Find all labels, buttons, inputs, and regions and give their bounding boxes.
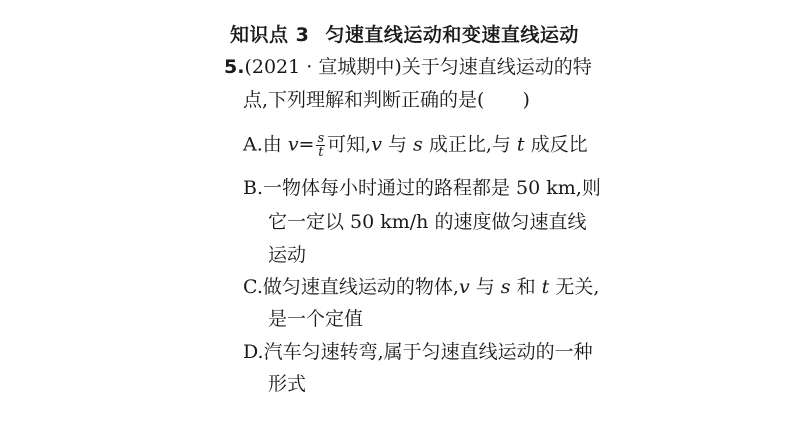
question-stem-line-2 (243, 88, 530, 112)
option-d: D.汽车匀速转弯,属于匀速直线运动的一种 (243, 341, 593, 363)
option-b-line-1: 一物体每小时通过的路程都是 50 km,则 (263, 177, 601, 199)
option-d-letter: D. (243, 341, 264, 363)
option-c-line-2: 是一个定值 (268, 308, 364, 330)
option-c-letter: C. (243, 276, 263, 298)
question-stem-text-1: 关于匀速直线运动的特 (401, 56, 592, 78)
option-b-line-2: 它一定以 50 km/h 的速度做匀速直线 (268, 211, 587, 233)
option-d-line-2: 形式 (268, 373, 307, 395)
question-source: (2021 · 宣城期中) (244, 56, 402, 78)
section-label: 知识点 3 (230, 24, 310, 46)
option-a-letter: A. (243, 133, 263, 156)
section-heading (230, 20, 579, 47)
question-number: 5. (224, 56, 245, 78)
option-b-line-3: 运动 (268, 244, 307, 266)
question-stem-text-2: 点,下列理解和判断正确的是( ) (243, 89, 530, 111)
question-stem-line-1 (224, 55, 592, 79)
section-title: 匀速直线运动和变速直线运动 (325, 24, 579, 46)
formula-fraction: $\frac{s}{t}$ (317, 131, 325, 160)
option-b (243, 176, 601, 200)
option-a: A.由 v= $\frac{s}{t}$ 可知,v 与 s 成正比,与 t 成反比 (243, 131, 588, 160)
option-b-letter: B. (243, 177, 264, 199)
option-c: C.做匀速直线运动的物体,v 与 s 和 t 无关, (243, 276, 600, 298)
